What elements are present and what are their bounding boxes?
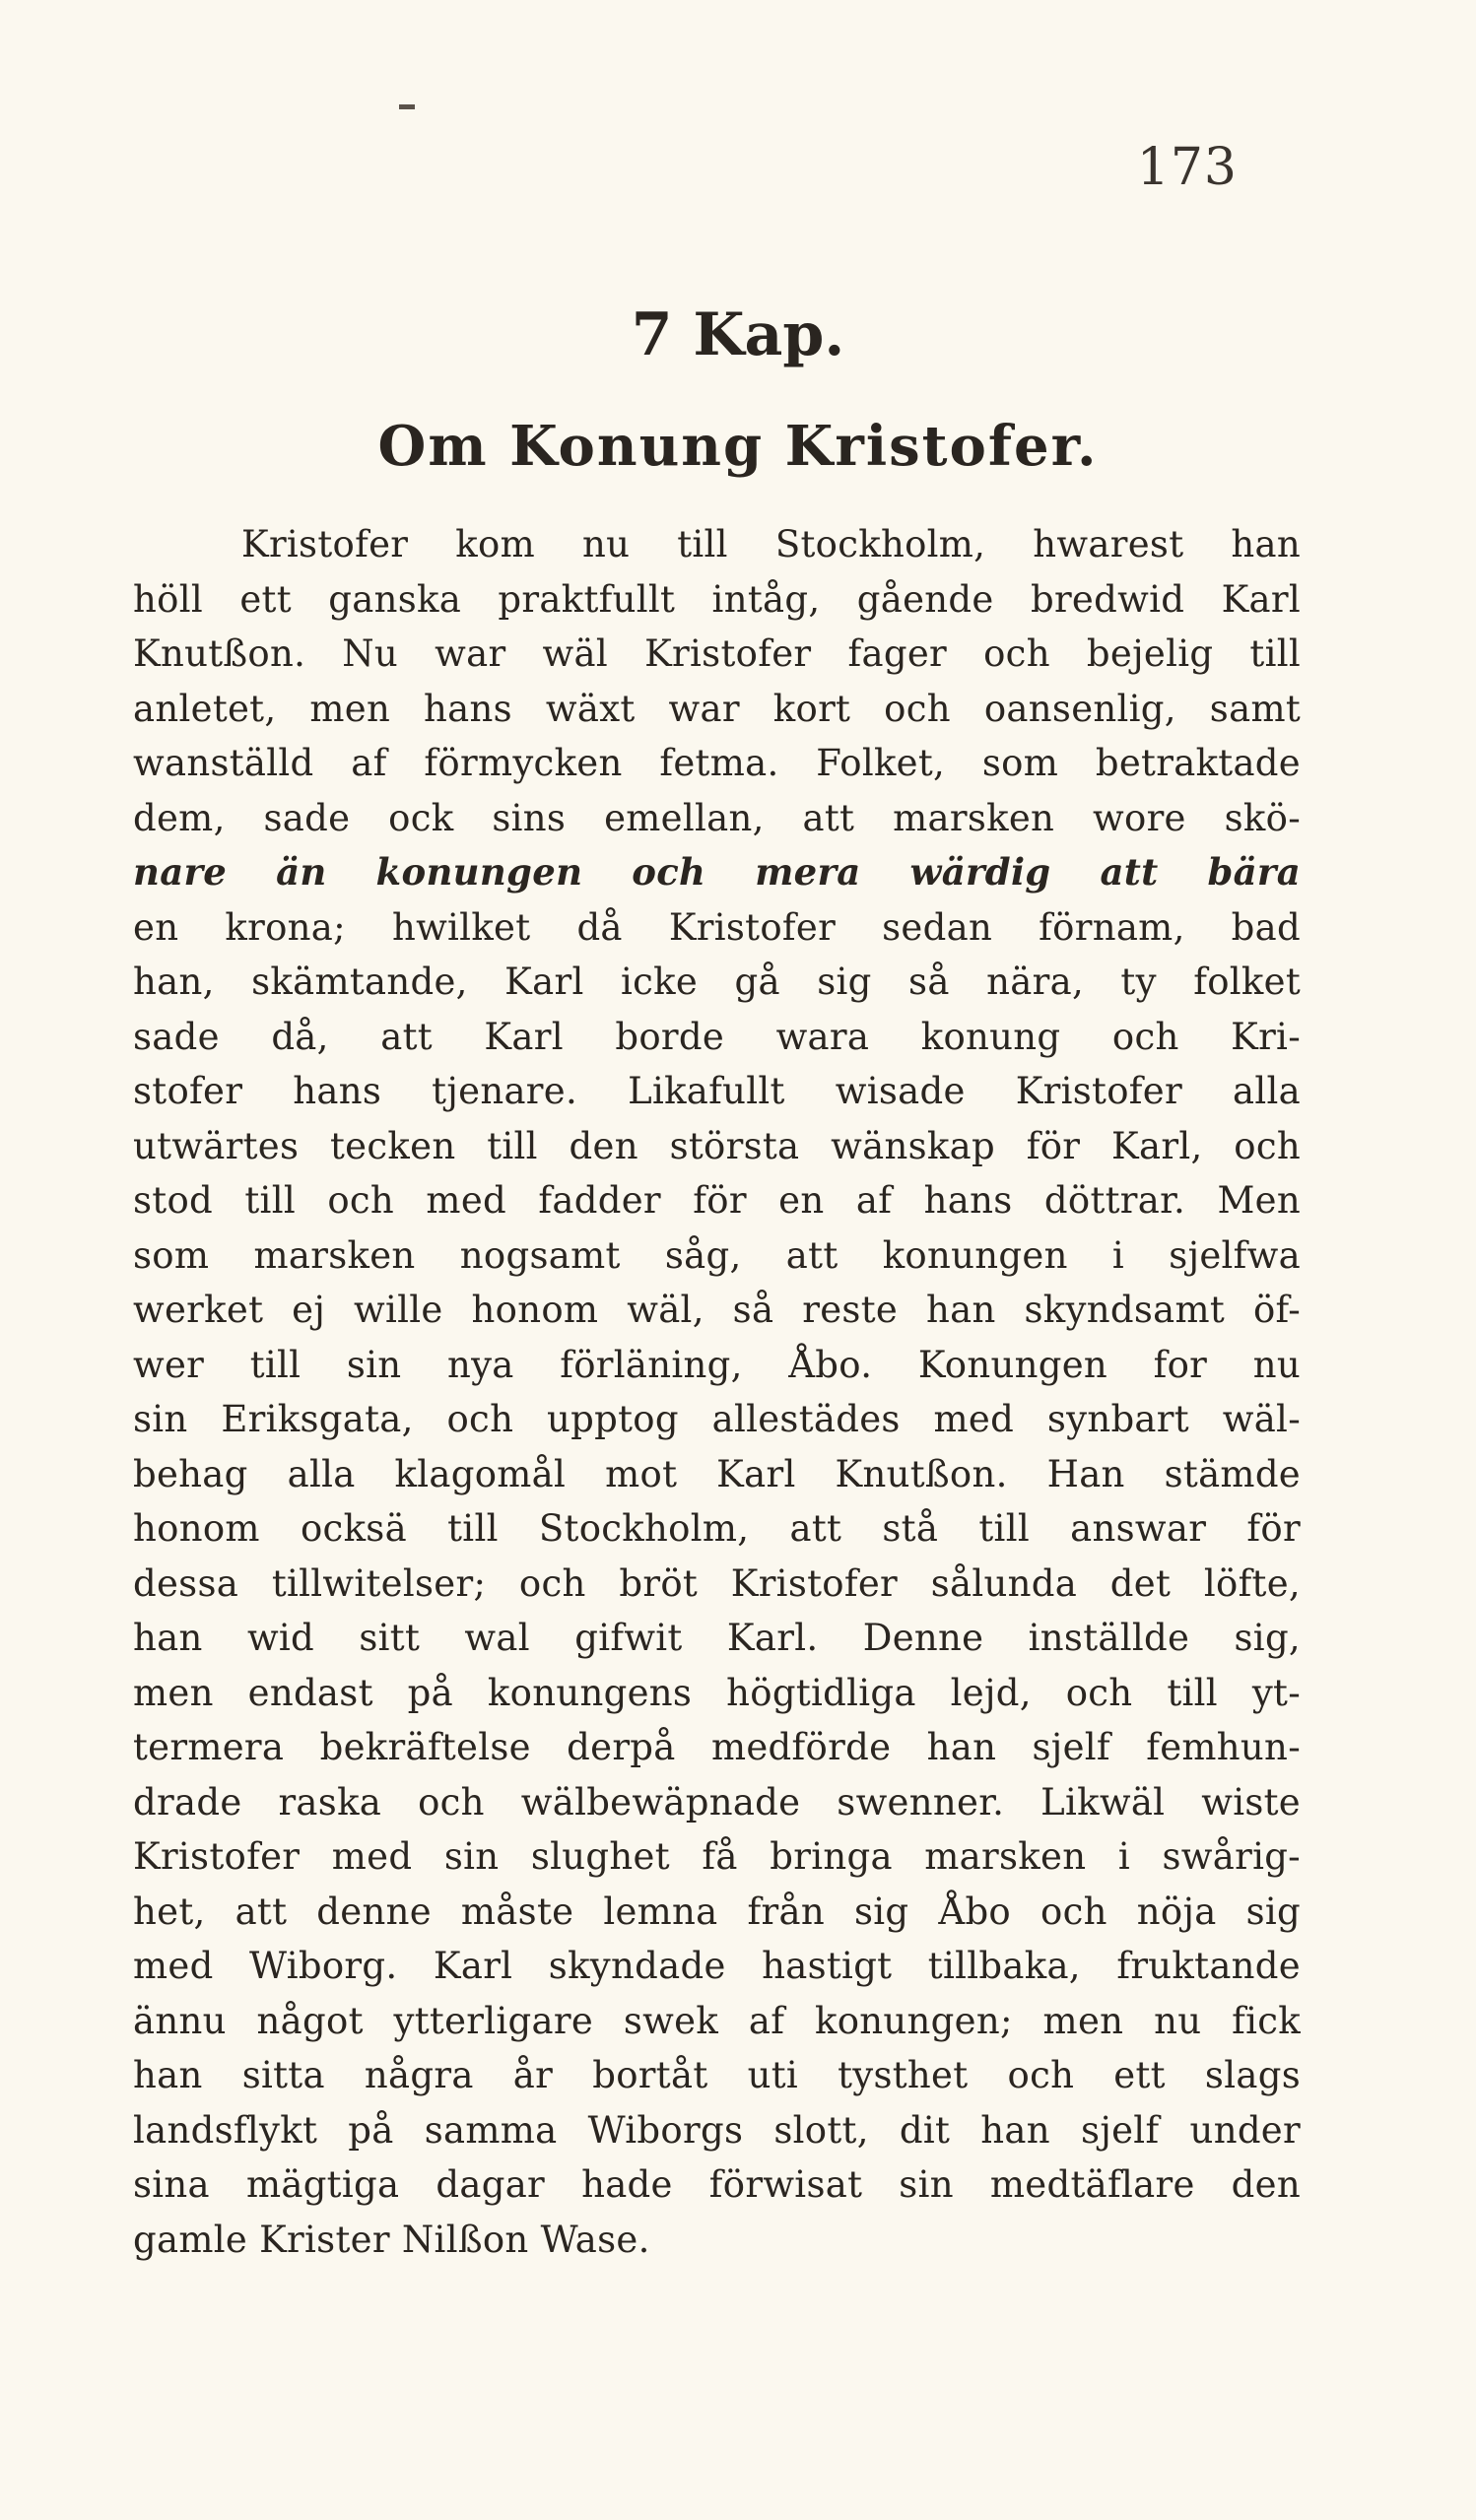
chapter-heading: 7 Kap.	[631, 300, 845, 369]
text-line: som marsken nogsamt såg, att konungen i sjelfwa	[133, 1233, 1301, 1277]
text-line: sin Eriksgata, och upptog allestädes med synbart wäl-	[133, 1398, 1301, 1440]
text-line: men endast på konungens högtidliga lejd, och till yt-	[133, 1671, 1301, 1714]
text-line: Kristofer kom nu till Stockholm, hwarest han	[241, 523, 1301, 565]
text-line: wer till sin nya förläning, Åbo. Konungen for nu	[133, 1343, 1301, 1386]
text-line: stod till och med fadder för en af hans döttrar. Men	[133, 1179, 1301, 1222]
text-line: anletet, men hans wäxt war kort och oansenlig, samt	[133, 687, 1301, 730]
text-line: wanställd af förmycken fetma. Folket, som betraktade	[133, 742, 1301, 784]
printer-mark	[399, 104, 415, 109]
text-line: landsflykt på samma Wiborgs slott, dit han sjelf under	[133, 2108, 1301, 2152]
text-line: drade raska och wälbewäpnade swenner. Likwäl wiste	[133, 1780, 1301, 1824]
text-line: honom ocksä till Stockholm, att stå till answar för	[133, 1507, 1301, 1550]
text-line: med Wiborg. Karl skyndade hastigt tillbaka, fruktande	[133, 1945, 1301, 1987]
text-line: han sitta några år bortåt uti tysthet och ett slags	[133, 2054, 1301, 2096]
text-line: utwärtes tecken till den största wänskap för Karl, och	[133, 1124, 1301, 1167]
text-line: höll ett ganska praktfullt intåg, gående bredwid Karl	[133, 577, 1301, 621]
text-line: ännu något ytterligare swek af konungen; men nu fick	[133, 1999, 1301, 2042]
text-line: termera bekräftelse derpå medförde han sjelf femhun-	[133, 1726, 1301, 1768]
text-line: en krona; hwilket då Kristofer sedan förnam, bad	[133, 905, 1301, 949]
text-line: het, att denne måste lemna från sig Åbo och nöja sig	[133, 1890, 1301, 1933]
text-line: stofer hans tjenare. Likafullt wisade Kristofer alla	[133, 1070, 1301, 1112]
text-line: dem, sade ock sins emellan, att marsken wore skö-	[133, 796, 1301, 839]
text-line: nare än konungen och mera wärdig att bära	[133, 850, 1301, 894]
text-line: behag alla klagomål mot Karl Knutßon. Han stämde	[133, 1452, 1301, 1495]
chapter-title: Om Konung Kristofer.	[377, 414, 1099, 479]
text-line: gamle Krister Nilßon Wase.	[133, 2218, 650, 2261]
body-text	[133, 517, 1301, 2267]
text-line: Knutßon. Nu war wäl Kristofer fager och bejelig till	[133, 632, 1301, 675]
text-line: sina mägtiga dagar hade förwisat sin medtäflare den	[133, 2163, 1301, 2206]
text-line: dessa tillwitelser; och bröt Kristofer sålunda det löfte,	[133, 1561, 1301, 1605]
page-number: 173	[1136, 138, 1238, 197]
text-line: werket ej wille honom wäl, så reste han skyndsamt öf-	[133, 1289, 1301, 1331]
text-line: han, skämtande, Karl icke gå sig så nära, ty folket	[133, 961, 1301, 1003]
text-line: sade då, att Karl borde wara konung och Kri-	[133, 1015, 1301, 1058]
text-line: Kristofer med sin slughet få bringa marsken i swårig-	[133, 1835, 1301, 1878]
text-line: han wid sitt wal gifwit Karl. Denne inställde sig,	[133, 1617, 1301, 1659]
